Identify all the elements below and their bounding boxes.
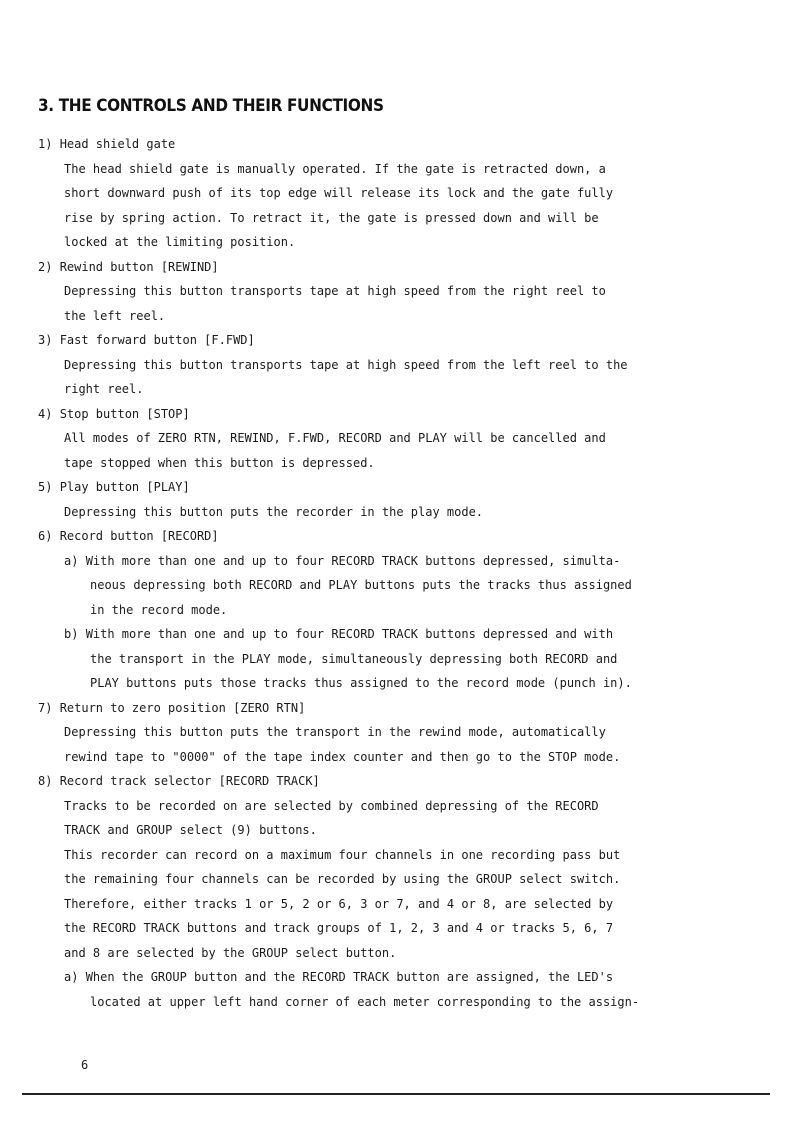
sub-item-line [38, 647, 738, 672]
item-body-line: locked at the limiting position. [64, 235, 296, 249]
item-heading [38, 769, 738, 794]
sub-item-line [38, 549, 738, 574]
item-number: 4) [38, 406, 53, 421]
sub-item-text: When the GROUP button and the RECORD TRACK button are assigned, the LED's [85, 970, 614, 984]
item-heading [38, 696, 738, 721]
item-number: 1) [38, 137, 53, 151]
sub-item-line [38, 965, 738, 990]
sub-item-line [38, 671, 738, 696]
item-body-line: the RECORD TRACK buttons and track groups of 1, 2, 3 and 4 or tracks 5, 6, 7 [64, 921, 614, 935]
footer-rule [22, 1093, 770, 1095]
sub-item-text: the transport in the PLAY mode, simultaneously depressing both RECORD and [90, 651, 618, 666]
item-body-line: rise by spring action. To retract it, the gate is pressed down and will be [64, 210, 599, 225]
item-number: 8) [38, 774, 53, 788]
item-body-line: the remaining four channels can be recorded by using the GROUP select switch. [64, 872, 621, 886]
item-body-line: tape stopped when this button is depressed. [64, 455, 375, 470]
item-number: 3) [38, 333, 53, 347]
item-body-line: and 8 are selected by the GROUP select button. [64, 945, 397, 960]
item-body-line: Tracks to be recorded on are selected by combined depressing of the RECORD [64, 798, 599, 813]
item-heading [38, 475, 738, 500]
item-body-line: This recorder can record on a maximum four channels in one recording pass but [64, 847, 621, 862]
sub-item-line [38, 598, 738, 623]
section-heading: 3. THE CONTROLS AND THEIR FUNCTIONS [38, 96, 384, 116]
item-number: 2) [38, 259, 53, 274]
page-number: 6 [81, 1058, 89, 1072]
item-body-line: The head shield gate is manually operated. If the gate is retracted down, a [64, 161, 606, 176]
item-title: Fast forward button [F.FWD] [59, 333, 255, 347]
item-title: Record button [RECORD] [59, 529, 219, 543]
item-body-line: Depressing this button transports tape at high speed from the left reel to the [64, 357, 628, 372]
item-body-line: All modes of ZERO RTN, REWIND, F.FWD, RECORD and PLAY will be cancelled and [64, 431, 606, 445]
item-body-line: TRACK and GROUP select (9) buttons. [64, 823, 317, 837]
item-title: Play button [PLAY] [59, 480, 190, 494]
sub-item-text: With more than one and up to four RECORD TRACK buttons depressed, simulta- [85, 553, 621, 568]
sub-item-text: With more than one and up to four RECORD TRACK buttons depressed and with [85, 627, 614, 641]
item-number: 6) [38, 529, 53, 543]
controls-list [38, 132, 738, 1014]
sub-item-text: neous depressing both RECORD and PLAY buttons puts the tracks thus assigned [90, 578, 632, 592]
item-body-line: right reel. [64, 382, 144, 396]
sub-item-line [38, 990, 738, 1015]
item-body-line: Depressing this button puts the transport in the rewind mode, automatically [64, 725, 606, 739]
item-heading [38, 255, 738, 280]
sub-item-line [38, 622, 738, 647]
item-body-line: Therefore, either tracks 1 or 5, 2 or 6, 3 or 7, and 4 or 8, are selected by [64, 896, 614, 911]
item-title: Record track selector [RECORD TRACK] [59, 774, 320, 788]
sub-item-text: located at upper left hand corner of each meter corresponding to the assign- [90, 994, 640, 1009]
sub-item-label: a) [64, 970, 79, 984]
item-title: Head shield gate [59, 137, 176, 151]
item-heading [38, 402, 738, 427]
sub-item-label: b) [64, 627, 79, 641]
item-title: Stop button [STOP] [59, 406, 190, 421]
item-body-line: Depressing this button puts the recorder in the play mode. [64, 504, 484, 519]
item-heading [38, 524, 738, 549]
item-title: Return to zero position [ZERO RTN] [59, 700, 306, 715]
item-body-line: Depressing this button transports tape at high speed from the right reel to [64, 284, 606, 298]
sub-item-text: in the record mode. [90, 602, 228, 617]
item-title: Rewind button [REWIND] [59, 259, 219, 274]
item-body-line: the left reel. [64, 308, 166, 323]
item-body-line: rewind tape to "0000" of the tape index counter and then go to the STOP mode. [64, 749, 621, 764]
sub-item-line [38, 573, 738, 598]
sub-item-label: a) [64, 553, 79, 568]
item-number: 7) [38, 700, 53, 715]
item-heading [38, 328, 738, 353]
item-body-line: short downward push of its top edge will release its lock and the gate fully [64, 186, 614, 200]
item-number: 5) [38, 480, 53, 494]
sub-item-text: PLAY buttons puts those tracks thus assigned to the record mode (punch in). [90, 676, 632, 690]
item-heading [38, 132, 738, 157]
